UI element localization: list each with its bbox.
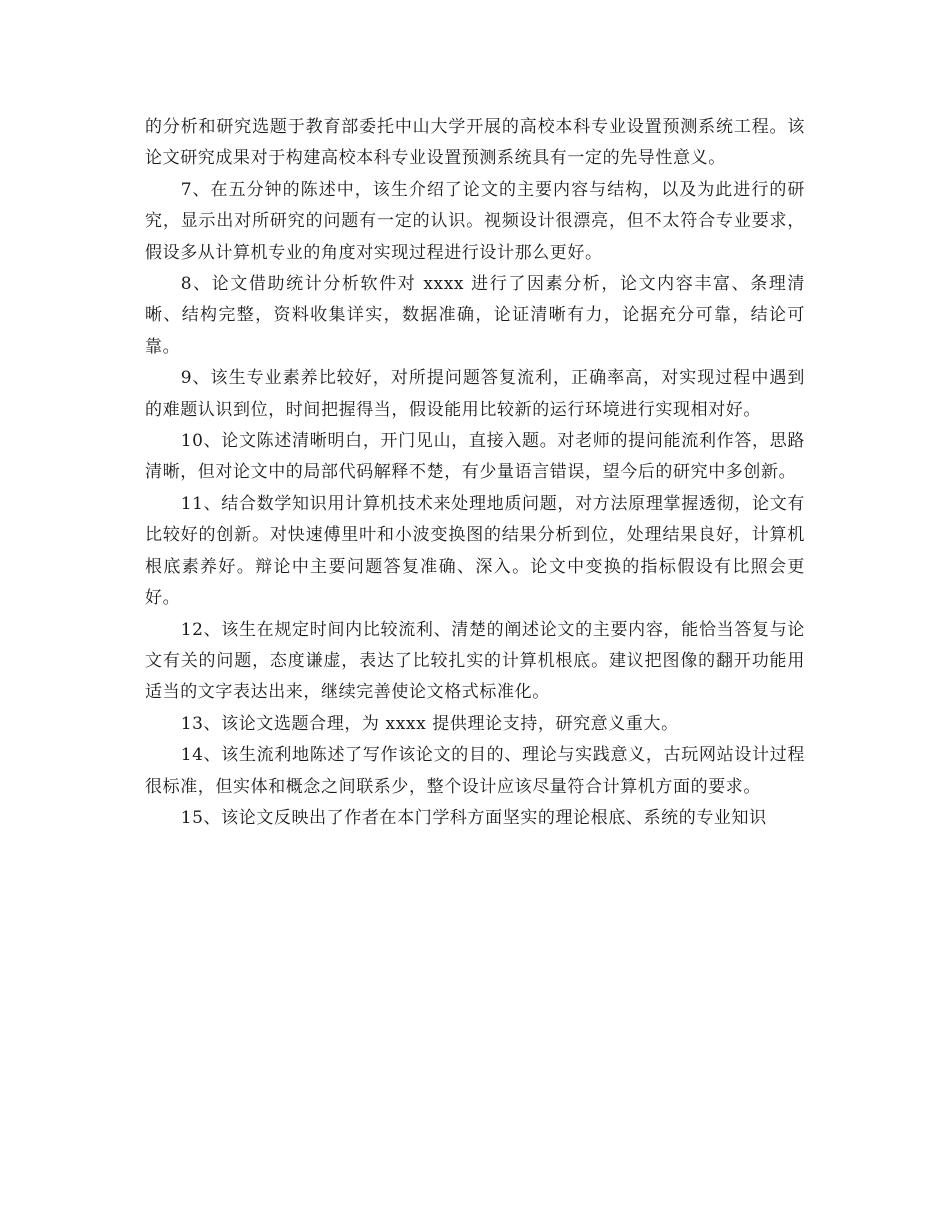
document-page: [145, 112, 805, 834]
paragraph-10: 10、论文陈述清晰明白，开门见山，直接入题。对老师的提问能流利作答，思路清晰，但对论文中的局部代码解释不楚，有少量语言错误，望今后的研究中多创新。: [145, 431, 805, 483]
paragraph-15: 15、该论文反映出了作者在本门学科方面坚实的理论根底、系统的专业知识: [180, 807, 767, 828]
paragraph-9: 9、该生专业素养比较好，对所提问题答复流利，正确率高，对实现过程中遇到的难题认识到位，时间把握得当，假设能用比较新的运行环境进行实现相对好。: [145, 368, 805, 420]
paragraph-14: 14、该生流利地陈述了写作该论文的目的、理论与实践意义，古玩网站设计过程很标准，但实体和概念之间联系少，整个设计应该尽量符合计算机方面的要求。: [145, 745, 805, 797]
paragraph-13: 13、该论文选题合理，为 xxxx 提供理论支持，研究意义重大。: [180, 713, 679, 734]
paragraph-11: 11、结合数学知识用计算机技术来处理地质问题，对方法原理掌握透彻，论文有比较好的创新。对快速傅里叶和小波变换图的结果分析到位，处理结果良好，计算机根底素养好。辩论中主要问题答复准确、深入。论文中变换的指标假设有比照会更好。: [145, 493, 805, 609]
paragraph-7: 7、在五分钟的陈述中，该生介绍了论文的主要内容与结构，以及为此进行的研究，显示出对所研究的问题有一定的认识。视频设计很漂亮，但不太符合专业要求，假设多从计算机专业的角度对实现过程进行设计那么更好。: [145, 179, 805, 263]
paragraph-12: 12、该生在规定时间内比较流利、清楚的阐述论文的主要内容，能恰当答复与论文有关的问题，态度谦虚，表达了比较扎实的计算机根底。建议把图像的翻开功能用适当的文字表达出来，继续完善使论文格式标准化。: [145, 619, 805, 703]
paragraph-8: 8、论文借助统计分析软件对 xxxx 进行了因素分析，论文内容丰富、条理清晰、结构完整，资料收集详实，数据准确，论证清晰有力，论据充分可靠，结论可靠。: [145, 274, 805, 357]
paragraph-continuation: 的分析和研究选题于教育部委托中山大学开展的高校本科专业设置预测系统工程。该论文研究成果对于构建高校本科专业设置预测系统具有一定的先导性意义。: [145, 117, 805, 169]
